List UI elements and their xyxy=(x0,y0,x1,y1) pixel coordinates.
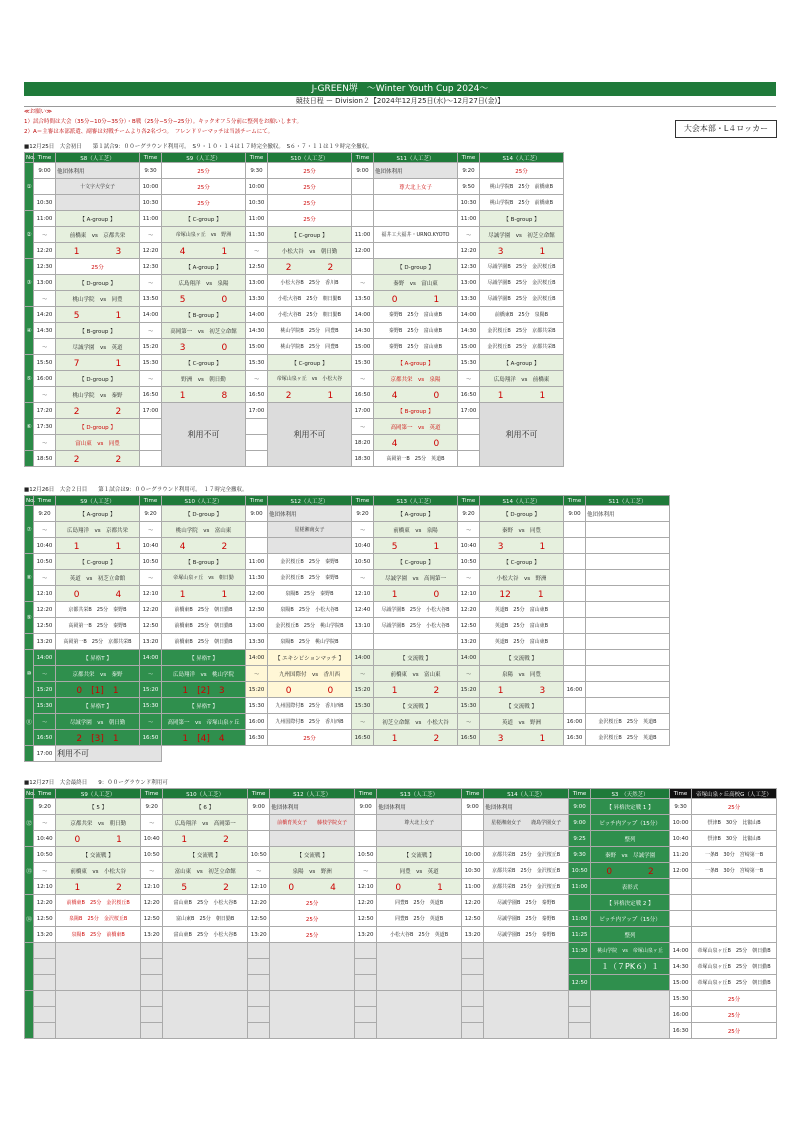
table-row: ～ 桃山学院 vs 秦野 16:50 1 8 16:50 2 1 16:50 4 0 16:50 1 1 xyxy=(25,387,564,403)
table-row: ⑫ 9:20 【 5 】 9:20 【 6 】 9:00 他団体利用 9:00 他団体利用 9:00 他団体利用 9:00 【 昇格決定戦 1 】 9:30 25分 xyxy=(25,799,777,815)
table-row: １（７PK６）１ 14:30 帝塚山泉ヶ丘B 25分 朝日勤B xyxy=(25,959,777,975)
table-row: 13:20 高岡第一B 25分 京都共栄B 13:20 前橋東B 25分 朝日勤B 13:30 泉陽B 25分 桃山学院B 13:20 英道B 25分 富山東B xyxy=(25,634,670,650)
table-row: ～ 桃山学院 vs 同豊 13:50 5 0 13:30 小松大谷B 25分 朝日勤B 13:50 0 1 13:30 尽誠学園B 25分 金沢桜丘B xyxy=(25,291,564,307)
table-row: ③ 12:30 25分 12:30 【 A-group 】 12:50 2 2 【 D-group 】 12:30 尽誠学園B 25分 金沢桜丘B xyxy=(25,259,564,275)
table-row: 12:50 15:00 帝塚山泉ヶ丘B 25分 朝日勤B xyxy=(25,975,777,991)
table-row: 16:00 【 D-group 】 ～ 野洲 vs 朝日勤 ～ 帝塚山泉ヶ丘 vs 小松大谷 ～ 京都共栄 vs 泉陽 ～ 広島翔洋 vs 前橋東 xyxy=(25,371,564,387)
table-row: 16:50 2 [3] 1 16:50 1 [4] 4 16:30 25分 16:50 1 2 16:50 3 1 16:30 金沢桜丘B 25分 英道B xyxy=(25,730,670,746)
table-row: ⑭ 12:20 前橋東B 25分 金沢桜丘B 12:20 富山東B 25分 小松大谷B 12:20 25分 12:20 同豊B 25分 英道B 12:20 尽誠学園B 25分 秦野B 【 昇格決定戦 2 】 xyxy=(25,895,777,911)
table-row: 十文字大学女子 10:00 25分 10:00 25分 尊大北上女子 9:50 桃山学院B 25分 前橋東B xyxy=(25,179,564,195)
table-row: 17:30 【 D-group 】 ～ 高岡第一 vs 英道 xyxy=(25,419,564,435)
table-row: 12:10 1 2 12:10 5 2 12:10 0 4 12:10 0 1 11:00 京都共栄B 25分 金沢桜丘B 11:00 表彰式 xyxy=(25,879,777,895)
day2-header: ■12月26日 大会２日目 第１試合は9：００ーグラウンド利用可。 １７時完全撤収。 xyxy=(24,487,248,493)
table-row: 12:20 1 3 12:20 4 1 ～ 小松大谷 vs 朝日勤 12:00 12:20 3 1 xyxy=(25,243,564,259)
table-row: 12:10 0 4 12:10 1 1 12:00 泉陽B 25分 秦野B 12:10 1 0 12:10 12 1 xyxy=(25,586,670,602)
col-time: Time xyxy=(246,153,268,163)
table-row: ⑤ 15:50 7 1 15:30 【 C-group 】 15:30 【 C-group 】 15:30 【 A-group 】 15:30 【 A-group 】 xyxy=(25,355,564,371)
table-row: 10:40 1 1 10:40 4 2 10:40 5 1 10:40 3 1 xyxy=(25,538,670,554)
col-s10: S10（人工芝） xyxy=(268,153,352,163)
table-row: 14:30 【 B-group 】 ～ 高岡第一 vs 初芝立命館 14:30 桃山学院B 25分 同豊B 14:30 秦野B 25分 富山東B 14:30 金沢桜丘B 25分 京都共栄B xyxy=(25,323,564,339)
table-row: 16:00 25分 xyxy=(25,1007,777,1023)
table-row: ⑦ 9:20 【 A-group 】 9:20 【 D-group 】 9:00 他団体利用 9:20 【 A-group 】 9:20 【 D-group 】 9:00 他団体利用 xyxy=(25,506,670,522)
table-row: ～ 京都共栄 vs 秦野 ～ 広島翔洋 vs 桃山学院 ～ 九州国際付 vs 香川西 ～ 前橋東 vs 富山東 ～ 泉陽 vs 同豊 xyxy=(25,666,670,682)
table-row: ① 9:00 他団体利用 9:30 25分 9:30 25分 9:00 他団体利用 9:20 25分 xyxy=(25,163,564,179)
table-row: 10:30 10:30 25分 10:30 25分 10:30 桃山学院B 25分 前橋東B xyxy=(25,195,564,211)
page-subtitle: 競技日程 ー Division２【2024年12月25日(水)～12月27日(金)】 xyxy=(24,96,776,107)
col-s8: S8（人工芝） xyxy=(56,153,140,163)
col-time: Time xyxy=(140,153,162,163)
unavailable-cell: 利用不可 xyxy=(162,403,246,467)
table-row: ～ 富山東 vs 同豊 18:20 4 0 xyxy=(25,435,564,451)
day3-header: ■12月27日 大会最終日 9：００ーグラウンド利用可 xyxy=(24,780,168,786)
table-header-row xyxy=(25,153,564,163)
table-row: ⑬ 10:50 【 交流戦 】 10:50 【 交流戦 】 10:50 【 交流戦 】 10:50 【 交流戦 】 10:00 京都共栄B 25分 金沢桜丘B 9:30 秦野 vs 尽誠学園 11:20 一条B 30分 宮崎第一B xyxy=(25,847,777,863)
table-row: 15:20 0 [1] 1 15:20 1 [2] 3 15:20 0 0 15:20 1 2 15:20 1 3 16:00 xyxy=(25,682,670,698)
table-row: 11:30 桃山学院 vs 帝塚山泉ヶ丘 14:00 帝塚山泉ヶ丘B 25分 朝日勤B xyxy=(25,943,777,959)
col-s14: S14（人工芝） xyxy=(480,153,564,163)
col-no: No. xyxy=(26,154,36,161)
table-row: ～ 前橋東 vs 京都共栄 ～ 帝塚山泉ヶ丘 vs 野洲 11:30 【 C-group 】 11:00 福井工大福井・URNO.KYOTO ～ 尽誠学園 vs 初芝立命館 xyxy=(25,227,564,243)
hq-label: 大会本部・L４ロッカー xyxy=(675,120,777,138)
table-row: ⑥ 17:20 2 2 17:00 利用不可 17:00 利用不可 17:00 【 B-group 】 17:00 利用不可 xyxy=(25,403,564,419)
table-row: 13:20 泉陽B 25分 前橋東B 13:20 富山東B 25分 小松大谷B 13:20 25分 13:20 小松大谷B 25分 英道B 13:20 尽誠学園B 25分 秦野B 11:25 整列 xyxy=(25,927,777,943)
day2-schedule-table: No. Time S9（人工芝） Time S10（人工芝） Time S12（人工芝） Time S13（人工芝） Time S14（人工芝） Time S11（人工芝） ⑦ 9:20 【 A-group 】 9:20 【 D-group 】 9:00 他団体利用 9:20 【 A-group 】 9:20 【 D-group 】 9:00 他団体利用 ～ 広島翔洋 vs 京都共栄 ～ 桃山学院 vs 富山東 星槎湘南女子 ～ 前橋東 vs 泉陽 ～ 秦野 vs 同豊 10:40 1 1 10:40 4 2 10:40 5 1 10:40 3 1 ⑧ 10:50 【 C-group 】 10:50 【 B-group 】 11:00 金沢桜丘B 25分 秦野B 10:50 【 C-group 】 10:50 【 C-group 】 ～ 英道 vs 初芝立命館 ～ 帝塚山泉ヶ丘 vs 朝日勤 11:30 金沢桜丘B 25分 秦野B ～ 尽誠学園 vs 高岡第一 ～ 小松大谷 vs 野洲 12:10 0 4 12:10 1 1 12:00 泉陽B 25分 秦野B 12:10 1 0 12:10 12 1 ⑨ 12:20 京都共栄B 25分 秦野B 12:20 前橋東B 25分 朝日勤B 12:30 泉陽B 25分 小松大谷B 12:40 尽誠学園B 25分 小松大谷B 12:20 英道B 25分 富山東B 12:50 高岡第一B 25分 秦野B 12:50 前橋東B 25分 朝日勤B 13:00 金沢桜丘B 25分 桃山学院B 13:10 尽誠学園B 25分 小松大谷B 12:50 英道B 25分 富山東B 13:20 高岡第一B 25分 京都共栄B 13:20 前橋東B 25分 朝日勤B 13:30 泉陽B 25分 桃山学院B 13:20 英道B 25分 富山東B ⑩ 14:00 【 昇格T 】 14:00 【 昇格T 】 14:00 【 エキシビションマッチ 】 14:00 【 交流戦 】 14:00 【 交流戦 】 ～ 京都共栄 vs 秦野 ～ 広島翔洋 vs 桃山学院 ～ 九州国際付 vs 香川西 ～ 前橋東 vs 富山東 ～ 泉陽 vs 同豊 15:20 0 [1] 1 15:20 1 [2] 3 15:20 0 0 15:20 1 2 15:20 1 3 16:00 ⑪ 15:30 【 昇格T 】 15:30 【 昇格T 】 15:30 九州国際付B 25分 香川西B 15:30 【 交流戦 】 15:30 【 交流戦 】 ～ 尽誠学園 vs 朝日勤 ～ 高岡第一 vs 帝塚山泉ヶ丘 16:00 九州国際付B 25分 香川西B ～ 初芝立命館 vs 小松大谷 ～ 英道 vs 野洲 16:00 金沢桜丘B 25分 英道B 16:50 2 [3] 1 16:50 1 [4] 4 16:30 25分 16:50 1 2 16:50 3 1 16:30 金沢桜丘B 25分 英道B 17:00 利用不可 xyxy=(24,495,670,762)
table-row: 16:30 25分 xyxy=(25,1023,777,1039)
table-row: 17:00 利用不可 xyxy=(25,746,670,762)
col-time: Time xyxy=(458,153,480,163)
table-row: 18:50 2 2 18:30 高岡第一B 25分 英道B xyxy=(25,451,564,467)
table-row: ② 11:00 【 A-group 】 11:00 【 C-group 】 11:00 25分 11:00 【 B-group 】 xyxy=(25,211,564,227)
day3-schedule-table: No. Time S9（人工芝） Time S10（人工芝） Time S12（人工芝） Time S13（人工芝） Time S14（人工芝） Time S3 （天然芝） Time 帝塚山泉ヶ丘高校G（人工芝） ⑫ 9:20 【 5 】 9:20 【 6 】 9:00 他団体利用 9:00 他団体利用 9:00 他団体利用 9:00 【 昇格決定戦 1 】 9:30 25分 ～ 京都共栄 vs 朝日勤 ～ 広島翔洋 vs 高岡第一 前橋育英女子 藤枝学院女子 尊大北上女子 星槎湘南女子 鹿島学園女子 9:00 ピッチ内アップ（15分） 10:00 摂津B 30分 比叡山B 10:40 0 1 10:40 1 2 9:25 整列 10:40 摂津B 30分 比叡山B ⑬ 10:50 【 交流戦 】 10:50 【 交流戦 】 10:50 【 交流戦 】 10:50 【 交流戦 】 10:00 京都共栄B 25分 金沢桜丘B 9:30 秦野 vs 尽誠学園 11:20 一条B 30分 宮崎第一B ～ 前橋東 vs 小松大谷 ～ 富山東 vs 初芝立命館 ～ 泉陽 vs 野洲 ～ 同豊 vs 英道 10:30 京都共栄B 25分 金沢桜丘B 10:50 0 2 12:00 一条B 30分 宮崎第一B 12:10 1 2 12:10 5 2 12:10 0 4 12:10 0 1 11:00 京都共栄B 25分 金沢桜丘B 11:00 表彰式 ⑭ 12:20 前橋東B 25分 金沢桜丘B 12:20 富山東B 25分 小松大谷B 12:20 25分 12:20 同豊B 25分 英道B 12:20 尽誠学園B 25分 秦野B 【 昇格決定戦 2 】 12:50 泉陽B 25分 金沢桜丘B 12:50 富山東B 25分 朝日勤B 12:50 25分 12:50 同豊B 25分 英道B 12:50 尽誠学園B 25分 秦野B 11:00 ピッチ内アップ（15分） 13:20 泉陽B 25分 前橋東B 13:20 富山東B 25分 小松大谷B 13:20 25分 13:20 小松大谷B 25分 英道B 13:20 尽誠学園B 25分 秦野B 11:25 整列 11:30 桃山学院 vs 帝塚山泉ヶ丘 14:00 帝塚山泉ヶ丘B 25分 朝日勤B １（７PK６）１ 14:30 帝塚山泉ヶ丘B 25分 朝日勤B 12:50 15:00 帝塚山泉ヶ丘B 25分 朝日勤B 15:30 25分 16:00 25分 16:30 25分 xyxy=(24,788,777,1039)
table-row: ～ 尽誠学園 vs 英道 15:20 3 0 15:00 桃山学院B 25分 同豊B 15:00 秦野B 25分 富山東B 15:00 金沢桜丘B 25分 京都共栄B xyxy=(25,339,564,355)
table-row: 15:30 25分 xyxy=(25,991,777,1007)
slot-number: ① xyxy=(25,163,34,211)
table-row: ⑧ 10:50 【 C-group 】 10:50 【 B-group 】 11:00 金沢桜丘B 25分 秦野B 10:50 【 C-group 】 10:50 【 C-group 】 xyxy=(25,554,670,570)
day1-schedule-table xyxy=(24,152,564,467)
col-s11: S11（人工芝） xyxy=(374,153,458,163)
notes-heading: ≪お願い≫ xyxy=(24,109,53,115)
table-row: 12:50 高岡第一B 25分 秦野B 12:50 前橋東B 25分 朝日勤B 13:00 金沢桜丘B 25分 桃山学院B 13:10 尽誠学園B 25分 小松大谷B 12:50 英道B 25分 富山東B xyxy=(25,618,670,634)
col-time: Time xyxy=(352,153,374,163)
table-row: ～ 尽誠学園 vs 朝日勤 ～ 高岡第一 vs 帝塚山泉ヶ丘 16:00 九州国際付B 25分 香川西B ～ 初芝立命館 vs 小松大谷 ～ 英道 vs 野洲 16:00 金沢桜丘B 25分 英道B xyxy=(25,714,670,730)
table-row: ④ 14:20 5 1 14:00 【 B-group 】 14:00 小松大谷B 25分 朝日勤B 14:00 秦野B 25分 富山東B 14:00 前橋東B 25分 泉陽B xyxy=(25,307,564,323)
table-row: ～ 英道 vs 初芝立命館 ～ 帝塚山泉ヶ丘 vs 朝日勤 11:30 金沢桜丘B 25分 秦野B ～ 尽誠学園 vs 高岡第一 ～ 小松大谷 vs 野洲 xyxy=(25,570,670,586)
table-row: 10:40 0 1 10:40 1 2 9:25 整列 10:40 摂津B 30分 比叡山B xyxy=(25,831,777,847)
col-time: Time xyxy=(34,153,56,163)
table-row: ⑪ 15:30 【 昇格T 】 15:30 【 昇格T 】 15:30 九州国際付B 25分 香川西B 15:30 【 交流戦 】 15:30 【 交流戦 】 xyxy=(25,698,670,714)
table-row: ～ 広島翔洋 vs 京都共栄 ～ 桃山学院 vs 富山東 星槎湘南女子 ～ 前橋東 vs 泉陽 ～ 秦野 vs 同豊 xyxy=(25,522,670,538)
table-row: ⑨ 12:20 京都共栄B 25分 秦野B 12:20 前橋東B 25分 朝日勤B 12:30 泉陽B 25分 小松大谷B 12:40 尽誠学園B 25分 小松大谷B 12:20 英道B 25分 富山東B xyxy=(25,602,670,618)
note-1: 1）試合時間は大会（35分−10分−35分）・B戦（25分−5分−25分）。キックオフ５分前に整列をお願いします。 xyxy=(24,119,302,125)
table-row: 13:00 【 D-group 】 ～ 広島翔洋 vs 泉陽 13:00 小松大谷B 25分 香川B ～ 秦野 vs 富山東 13:00 尽誠学園B 25分 金沢桜丘B xyxy=(25,275,564,291)
note-2: 2）A＝主審は本部派遣、副審は対戦チームより各2名づつ。 フレンドリーマッチは当該チームにて。 xyxy=(24,129,274,135)
day1-header: ■12月25日 大会初日 第１試合9：００ーグラウンド利用可。 S９・１０・１４は１７時完全撤収。 S６・７・１１は１９時完全撤収。 xyxy=(24,144,373,150)
page-title: J-GREEN堺 ～Winter Youth Cup 2024～ xyxy=(24,82,776,96)
table-row: ～ 京都共栄 vs 朝日勤 ～ 広島翔洋 vs 高岡第一 前橋育英女子 藤枝学院女子 尊大北上女子 星槎湘南女子 鹿島学園女子 9:00 ピッチ内アップ（15分） 10:00 摂津B 30分 比叡山B xyxy=(25,815,777,831)
table-row: ～ 前橋東 vs 小松大谷 ～ 富山東 vs 初芝立命館 ～ 泉陽 vs 野洲 ～ 同豊 vs 英道 10:30 京都共栄B 25分 金沢桜丘B 10:50 0 2 12:00 一条B 30分 宮崎第一B xyxy=(25,863,777,879)
table-row: 12:50 泉陽B 25分 金沢桜丘B 12:50 富山東B 25分 朝日勤B 12:50 25分 12:50 同豊B 25分 英道B 12:50 尽誠学園B 25分 秦野B 11:00 ピッチ内アップ（15分） xyxy=(25,911,777,927)
table-row: ⑩ 14:00 【 昇格T 】 14:00 【 昇格T 】 14:00 【 エキシビションマッチ 】 14:00 【 交流戦 】 14:00 【 交流戦 】 xyxy=(25,650,670,666)
col-s9: S9（人工芝） xyxy=(162,153,246,163)
